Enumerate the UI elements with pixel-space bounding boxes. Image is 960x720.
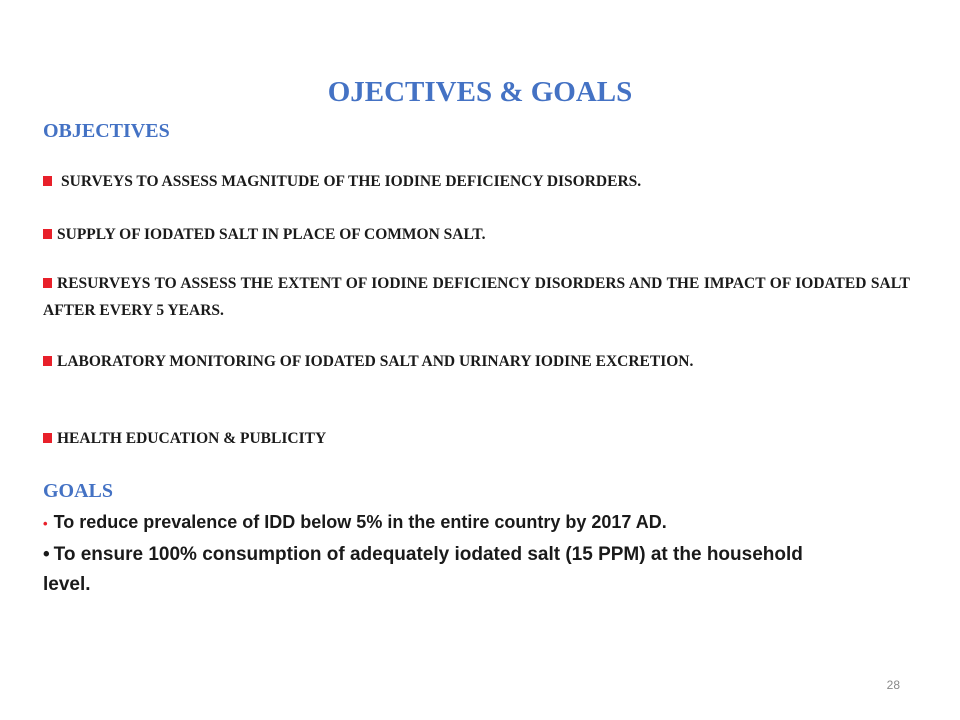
bullet-dot-icon: • — [43, 544, 50, 565]
objective-item — [43, 221, 910, 248]
goal-text: To ensure 100% consumption of adequately iodated salt (15 PPM) at the household level. — [43, 544, 803, 595]
objective-text: SUPPLY OF IODATED SALT IN PLACE OF COMMON SALT. — [57, 226, 486, 243]
goal-text: To reduce prevalence of IDD below 5% in the entire country by 2017 AD. — [53, 512, 667, 532]
square-bullet-icon — [43, 229, 52, 239]
objective-item — [43, 168, 910, 195]
objective-text: HEALTH EDUCATION & PUBLICITY — [57, 430, 327, 447]
square-bullet-icon — [43, 356, 52, 366]
objective-item — [43, 425, 910, 452]
goals-heading: GOALS — [43, 480, 114, 502]
goal-item — [43, 510, 903, 536]
page-number: 28 — [886, 678, 900, 692]
bullet-dot-icon: • — [43, 516, 48, 531]
objective-item — [43, 348, 910, 375]
square-bullet-icon — [43, 176, 52, 186]
slide-title: OJECTIVES & GOALS — [327, 76, 633, 108]
square-bullet-icon — [43, 433, 52, 443]
square-bullet-icon — [43, 278, 52, 288]
objectives-heading: OBJECTIVES — [43, 120, 170, 142]
objective-text: SURVEYS TO ASSESS MAGNITUDE OF THE IODINE DEFICIENCY DISORDERS. — [61, 173, 642, 190]
objective-text: RESURVEYS TO ASSESS THE EXTENT OF IODINE DEFICIENCY DISORDERS AND THE IMPACT OF IODATED SALT AFTER EVERY 5 YEARS. — [43, 275, 910, 319]
objective-item — [43, 270, 910, 324]
goal-item — [43, 540, 803, 600]
objective-text: LABORATORY MONITORING OF IODATED SALT AND URINARY IODINE EXCRETION. — [57, 353, 694, 370]
